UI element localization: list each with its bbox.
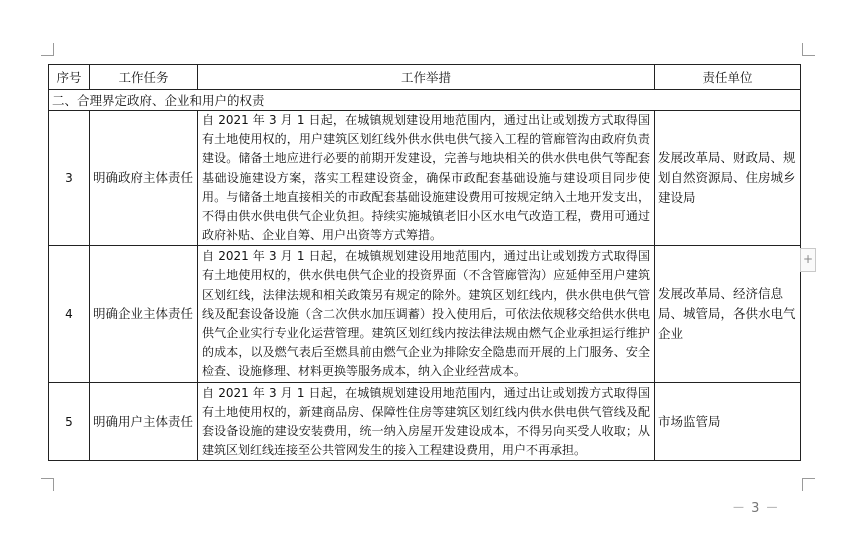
row-unit: 发展改革局、经济信息局、城管局，各供水电气企业 xyxy=(655,246,801,383)
row-unit: 市场监管局 xyxy=(655,383,801,461)
crop-mark-top-left xyxy=(41,43,54,56)
header-task: 工作任务 xyxy=(90,65,198,90)
crop-mark-top-right xyxy=(802,43,815,56)
responsibility-table xyxy=(48,64,801,461)
header-num: 序号 xyxy=(49,65,90,90)
row-task: 明确政府主体责任 xyxy=(90,111,198,246)
plus-icon[interactable]: + xyxy=(800,248,816,272)
row-task: 明确企业主体责任 xyxy=(90,246,198,383)
page-number: － 3 － xyxy=(732,501,780,516)
row-unit: 发展改革局、财政局、规划自然资源局、住房城乡建设局 xyxy=(655,111,801,246)
row-measure: 自 2021 年 3 月 1 日起，在城镇规划建设用地范围内，通过出让或划拨方式取得国有土地使用权的，新建商品房、保障性住房等建筑区划红线内供水供电供气管线及配套设备设施的建设安装费用，统一纳入房屋开发建设成本，不得另向买受人收取；从建筑区划红线连接至公共管网发生的接入工程建设费用，用户不再承担。 xyxy=(198,383,655,461)
row-measure: 自 2021 年 3 月 1 日起，在城镇规划建设用地范围内，通过出让或划拨方式取得国有土地使用权的，供水供电供气企业的投资界面（不含管廊管沟）应延伸至用户建筑区划红线，法律法规和相关政策另有规定的除外。建筑区划红线内，供水供电供气管线及配套设备设施（含二次供水加压调蓄）投入使用后，可依法依规移交给供水供电供气企业实行专业化运营管理。建筑区划红线内按法律法规由燃气企业承担运行维护的成本，以及燃气表后至燃具前由燃气企业为排除安全隐患而开展的上门服务、安全检查、设施修理、材料更换等服务成本，纳入企业经营成本。 xyxy=(198,246,655,383)
section-title: 二、合理界定政府、企业和用户的权责 xyxy=(49,90,801,111)
table-row xyxy=(49,111,801,246)
row-measure: 自 2021 年 3 月 1 日起，在城镇规划建设用地范围内，通过出让或划拨方式取得国有土地使用权的，用户建筑区划红线外供水供电供气接入工程的管廊管沟由政府负责建设。储备土地应进行必要的前期开发建设，完善与地块相关的供水供电供气等配套基础设施建设方案，落实工程建设资金，确保市政配套基础设施与建设项目同步使用。与储备土地直接相关的市政配套基础设施建设费用可按规定纳入土地开发支出，不得由供水供电供气企业负担。持续实施城镇老旧小区水电气改造工程，费用可通过政府补贴、企业自筹、用户出资等方式筹措。 xyxy=(198,111,655,246)
crop-mark-bottom-right xyxy=(802,478,815,491)
table-row xyxy=(49,383,801,461)
header-measure: 工作举措 xyxy=(198,65,655,90)
row-number: 3 xyxy=(49,111,90,246)
table-row xyxy=(49,246,801,383)
crop-mark-bottom-left xyxy=(41,478,54,491)
row-task: 明确用户主体责任 xyxy=(90,383,198,461)
row-number: 4 xyxy=(49,246,90,383)
section-row xyxy=(49,90,801,111)
table-header-row xyxy=(49,65,801,90)
header-unit: 责任单位 xyxy=(655,65,801,90)
row-number: 5 xyxy=(49,383,90,461)
